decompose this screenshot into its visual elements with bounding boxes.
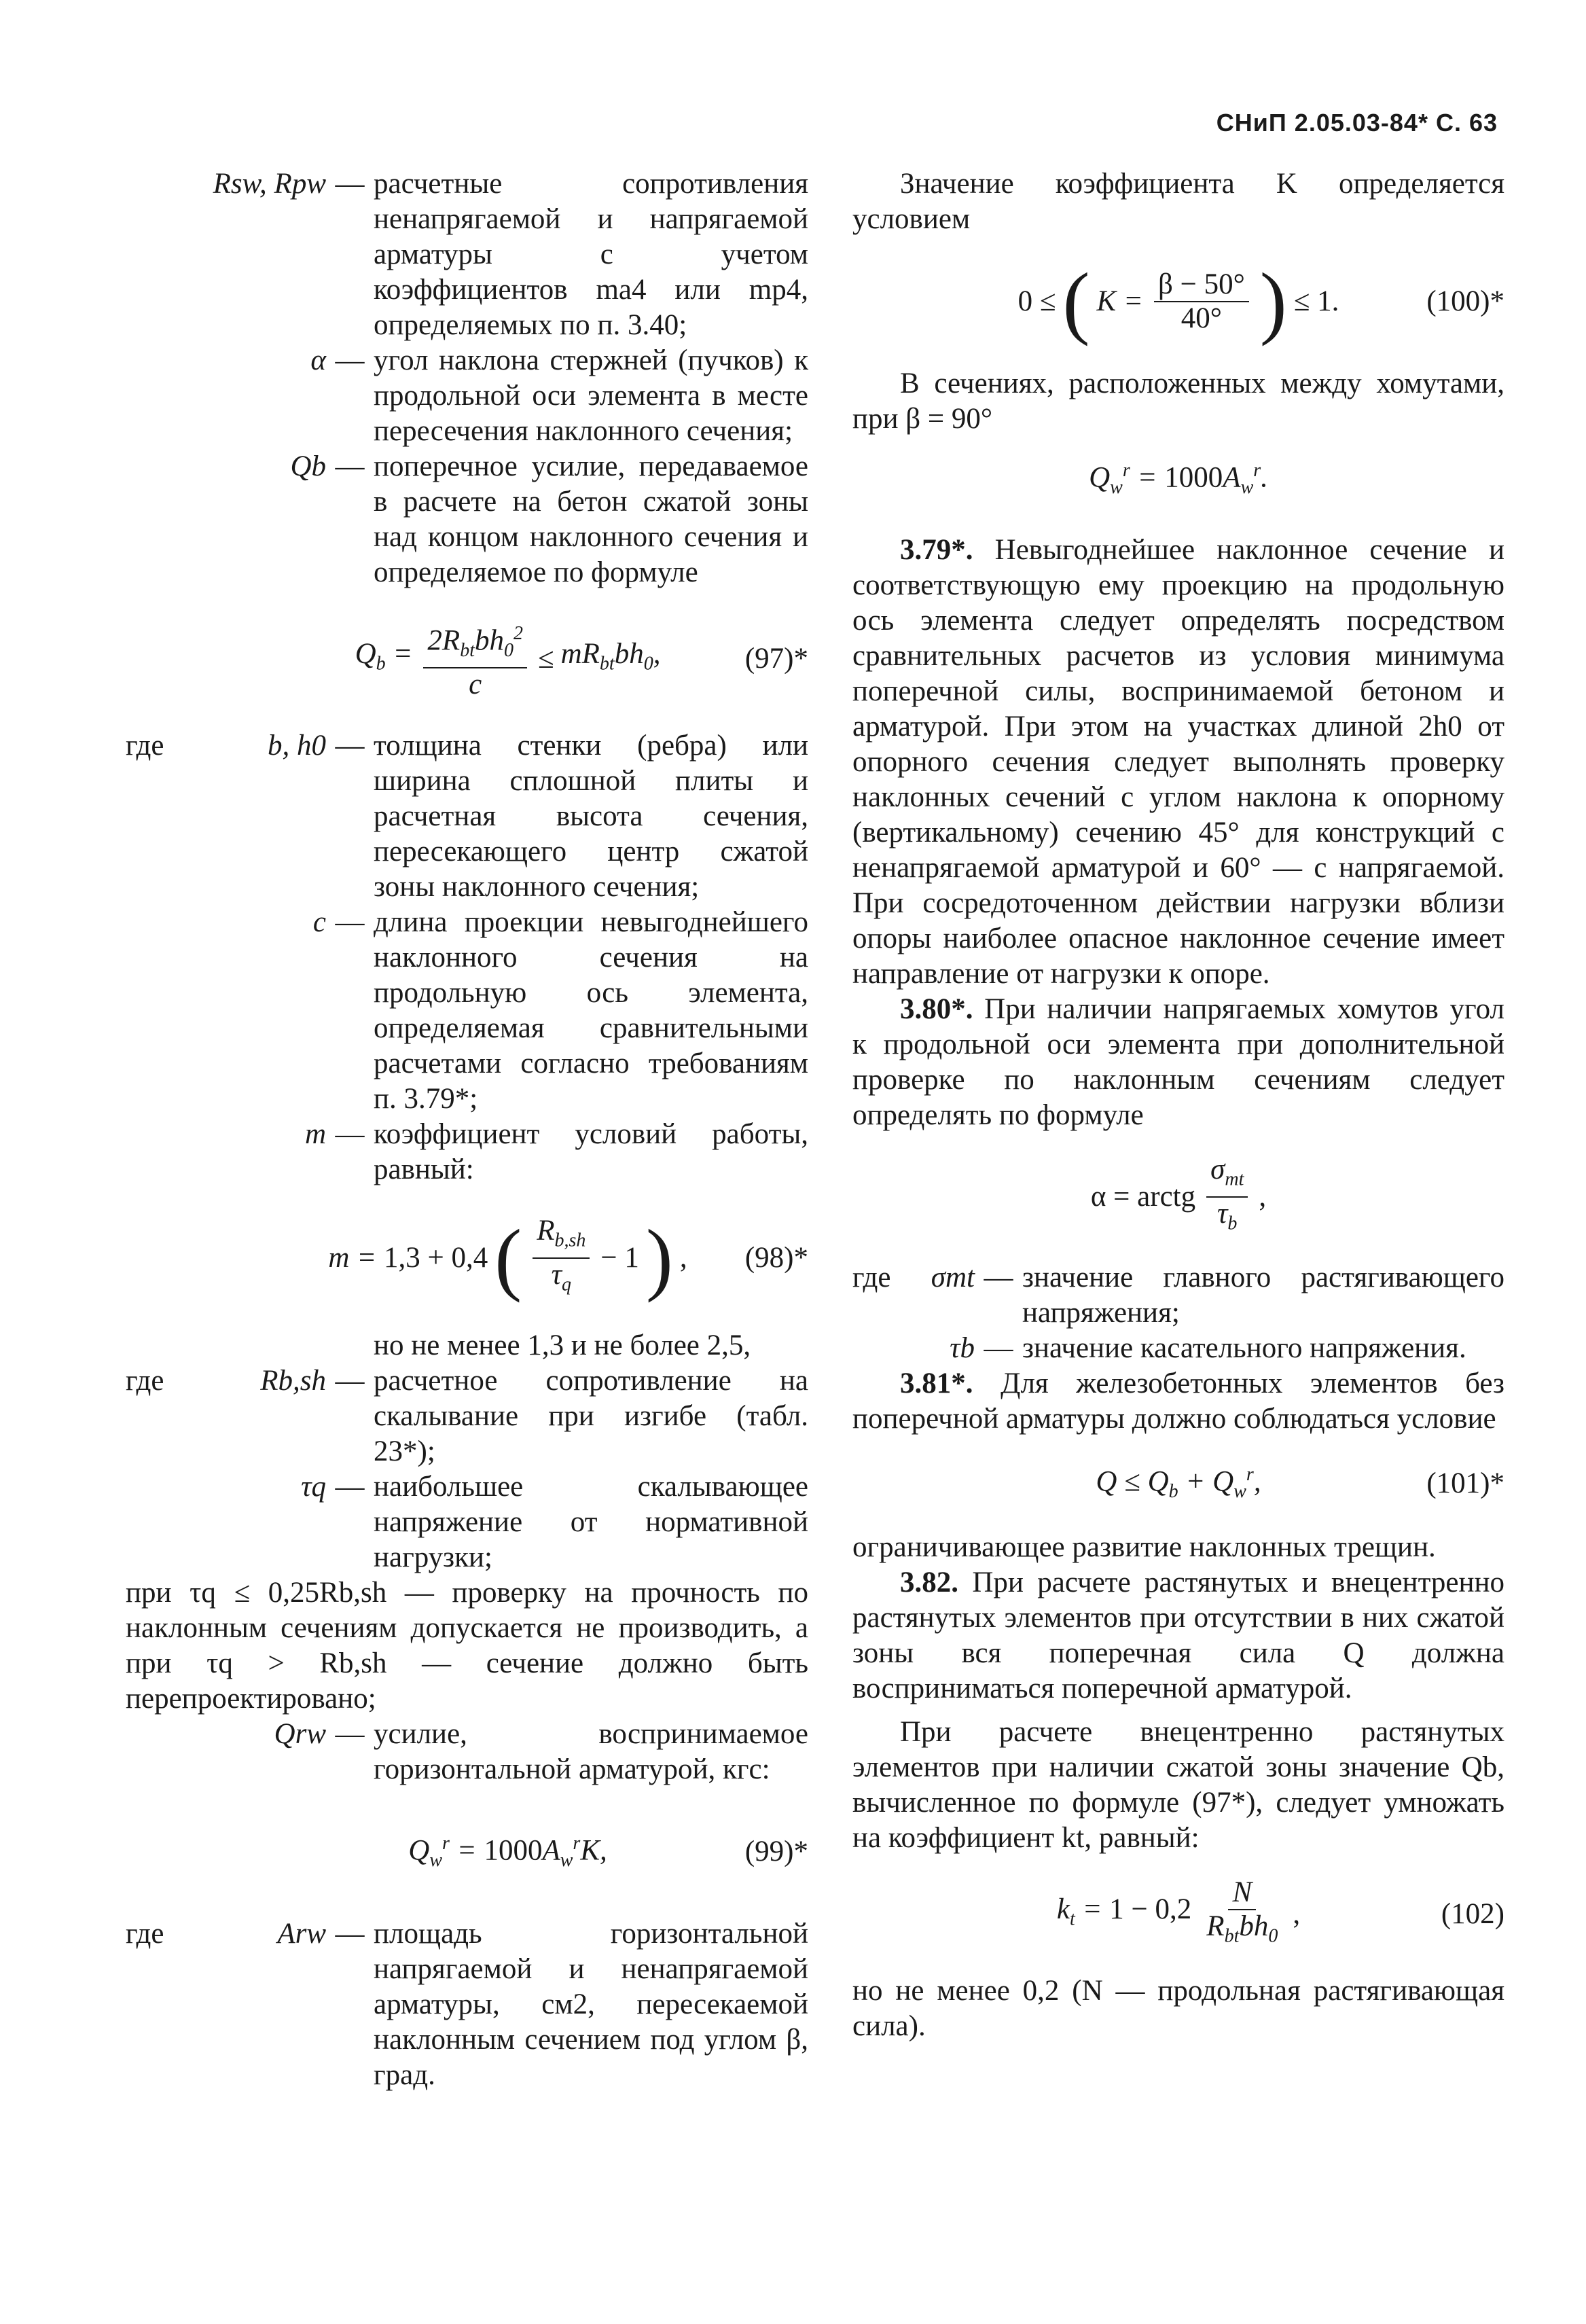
paragraph-kt: При расчете внецентренно растянутых элементов при наличии сжатой зоны значение Qb, вычисленное по формуле (97*), следует умножать на коэффициент kt, равный: — [852, 1716, 1504, 1855]
definition-text: площадь горизонтальной напрягаемой и ненапрягаемой арматуры, см2, пересекаемой наклонным сечением под углом β, град. — [374, 1918, 808, 2092]
section-3-82 — [852, 1565, 1504, 1706]
equation-number: (97)* — [744, 643, 808, 675]
symbol: τb — [950, 1332, 975, 1365]
definition-tauq: τq — наибольшее скалывающее напряжение от нормативной нагрузки; — [126, 1469, 808, 1575]
section-3-81 — [852, 1366, 1504, 1437]
section-number: 3.82. — [900, 1567, 958, 1599]
formula-99: $Q_w^r = 1000A_w^rK$, (99)* — [408, 1832, 808, 1871]
definition-text: угол наклона стержней (пучков) к продольной оси элемента в месте пересечения наклонного сечения; — [374, 344, 808, 447]
definition-rbsh: где Rb,sh — расчетное сопротивление на скалывание при изгибе (табл. 23*); — [126, 1363, 808, 1469]
definition-b-h0: где b, h0 — толщина стенки (ребра) или ширина сплошной плиты и расчетная высота сечения, пересекающего центр сжатой зоны наклонного сечения; — [126, 728, 808, 905]
where-label: где — [126, 1918, 164, 1950]
paragraph-last: но не менее 0,2 (N — продольная растягивающая сила). — [852, 1974, 1504, 2042]
where-label: где — [852, 1262, 891, 1294]
paragraph-cracks: ограничивающее развитие наклонных трещин. — [852, 1531, 1436, 1564]
formula-98-note: но не менее 1,3 и не более 2,5, — [374, 1329, 751, 1362]
section-text: Для железобетонных элементов без поперечной арматуры должно соблюдаться условие — [852, 1367, 1505, 1435]
formula-100: 0 ≤ ( K = $\frac{\beta - 50^\circ}{40^\circ}$ ) ≤ 1. (100)* — [1017, 256, 1504, 346]
equation-number: (99)* — [744, 1836, 808, 1868]
symbol: Rb,sh — [260, 1365, 326, 1397]
definition-c: c — длина проекции невыгоднейшего наклонного сечения на продольную ось элемента, определяемая сравнительными расчетами согласно требованиям п. 3.79*; — [126, 905, 808, 1117]
symbol: m — [304, 1118, 326, 1150]
symbol: Rsw, Rpw — [213, 168, 326, 200]
where-label: где — [126, 729, 164, 762]
where-label: где — [126, 1365, 164, 1397]
formula-101: $Q \le Q_b + Q_w^r$, (101)* — [1096, 1464, 1504, 1503]
definition-rsw: Rsw, Rpw — расчетные сопротивления ненапрягаемой и напрягаемой арматуры с учетом коэффициентов ma4 или mp4, определяемых по п. 3.40; — [126, 166, 808, 343]
formula-97: $Q_b$ = $\frac{2R_{bt}bh_0^2}{c}$ ≤ $mR_{bt}bh_0$, (97)* — [126, 618, 808, 701]
definition-tau-b: τb — значение касательного напряжения. — [852, 1331, 1504, 1366]
section-number: 3.80*. — [900, 993, 973, 1025]
definition-qrw: Qrw — усилие, воспринимаемое горизонтальной арматурой, кгс: — [126, 1717, 808, 1787]
definition-text: наибольшее скалывающее напряжение от нормативной нагрузки; — [374, 1471, 808, 1574]
equation-number: (98)* — [744, 1241, 808, 1274]
section-3-79 — [852, 533, 1504, 992]
section-text: При наличии напрягаемых хомутов угол к продольной оси элемента при дополнительной проверке по наклонным сечениям следует определять по формуле — [852, 993, 1504, 1131]
section-text: При расчете растянутых и внецентренно растянутых элементов при отсутствии в них сжатой зоны вся поперечная сила Q должна восприниматься поперечной арматурой. — [852, 1567, 1504, 1705]
formula-98: m = 1,3 + 0,4 ( $\frac{R_{b,sh}}{\tau_q}$ − 1 ) , (98)* — [328, 1212, 808, 1303]
symbol: Qrw — [274, 1718, 326, 1751]
definition-alpha: α — угол наклона стержней (пучков) к продольной оси элемента в месте пересечения наклонного сечения; — [126, 343, 808, 449]
formula-102: $k_t = 1 - 0,2$ $\frac{N}{R_{bt}bh_0}$ , (102) — [1056, 1876, 1504, 1947]
symbol: Qb — [290, 450, 326, 482]
definition-m: m — коэффициент условий работы, равный: — [126, 1117, 808, 1187]
symbol: Arw — [277, 1918, 326, 1950]
definition-text: значение главного растягивающего напряжения; — [1022, 1262, 1504, 1329]
right-column — [852, 166, 1504, 2044]
section-number: 3.79*. — [900, 533, 973, 566]
paragraph-k: Значение коэффициента K определяется условием — [852, 168, 1504, 235]
equation-number: (100)* — [1426, 285, 1504, 317]
definition-sigma-mt: где σmt — значение главного растягивающего напряжения; — [852, 1260, 1504, 1331]
definition-text: коэффициент условий работы, равный: — [374, 1118, 808, 1185]
definition-text: расчетное сопротивление на скалывание при изгибе (табл. 23*); — [374, 1365, 808, 1468]
definition-text: расчетные сопротивления ненапрягаемой и напрягаемой арматуры с учетом коэффициентов ma4 или mp4, определяемых по п. 3.40; — [374, 168, 808, 341]
definition-text: усилие, воспринимаемое горизонтальной арматурой, кгс: — [374, 1718, 808, 1786]
section-text: Невыгоднейшее наклонное сечение и соответствующую ему проекцию на продольную ось элемента следует определять посредством сравнительных расчетов из условия минимума поперечной силы, воспринимаемой бетоном и арматурой. При этом на участках длиной 2h0 от опорного сечения следует выполнять проверку наклонных сечений с углом наклона к опорному (вертикальному) сечению 45° для конструкций с ненапрягаемой арматурой и 60° — с напрягаемой. При сосредоточенном действии нагрузки вблизи опоры наиболее опасное наклонное сечение имеет направление от нагрузки к опоре. — [852, 533, 1505, 990]
section-3-80 — [852, 992, 1504, 1133]
definition-arw: где Arw — площадь горизонтальной напрягаемой и ненапрягаемой арматуры, см2, пересекаемой наклонным сечением под углом β, град. — [126, 1916, 808, 2093]
left-column — [126, 166, 808, 2093]
page-header: СНиП 2.05.03-84* С. 63 — [1216, 109, 1498, 137]
equation-number: (101)* — [1426, 1467, 1504, 1499]
symbol: α — [310, 344, 326, 376]
definition-qb: Qb — поперечное усилие, передаваемое в расчете на бетон сжатой зоны над концом наклонного сечения и определяемое по формуле — [126, 449, 808, 590]
formula-alpha-arctg: α = arctg $\frac{\sigma_{mt}}{\tau_b}$ , — [1090, 1153, 1267, 1234]
symbol: b, h0 — [268, 729, 326, 762]
equation-number: (102) — [1441, 1898, 1504, 1931]
definition-text: длина проекции невыгоднейшего наклонного сечения на продольную ось элемента, определяемая сравнительными расчетами согласно требованиям п. 3.79*; — [374, 906, 808, 1115]
symbol: σmt — [931, 1262, 975, 1294]
definition-text: значение касательного напряжения. — [1022, 1332, 1466, 1365]
definition-text: поперечное усилие, передаваемое в расчете на бетон сжатой зоны над концом наклонного сечения и определяемое по формуле — [374, 450, 808, 588]
paragraph-tau-check: при τq ≤ 0,25Rb,sh — проверку на прочность по наклонным сечениям допускается не производить, а при τq > Rb,sh — сечение должно быть перепроектировано; — [126, 1577, 808, 1715]
symbol: c — [312, 906, 326, 938]
definition-text: толщина стенки (ребра) или ширина сплошной плиты и расчетная высота сечения, пересекающего центр сжатой зоны наклонного сечения; — [374, 729, 808, 903]
section-number: 3.81*. — [900, 1367, 973, 1400]
paragraph-between-stirrups: В сечениях, расположенных между хомутами, при β = 90° — [852, 368, 1504, 435]
formula-qrw-1000: $Q_w^r = 1000A_w^r$. — [1089, 460, 1268, 498]
symbol: τq — [301, 1471, 326, 1503]
